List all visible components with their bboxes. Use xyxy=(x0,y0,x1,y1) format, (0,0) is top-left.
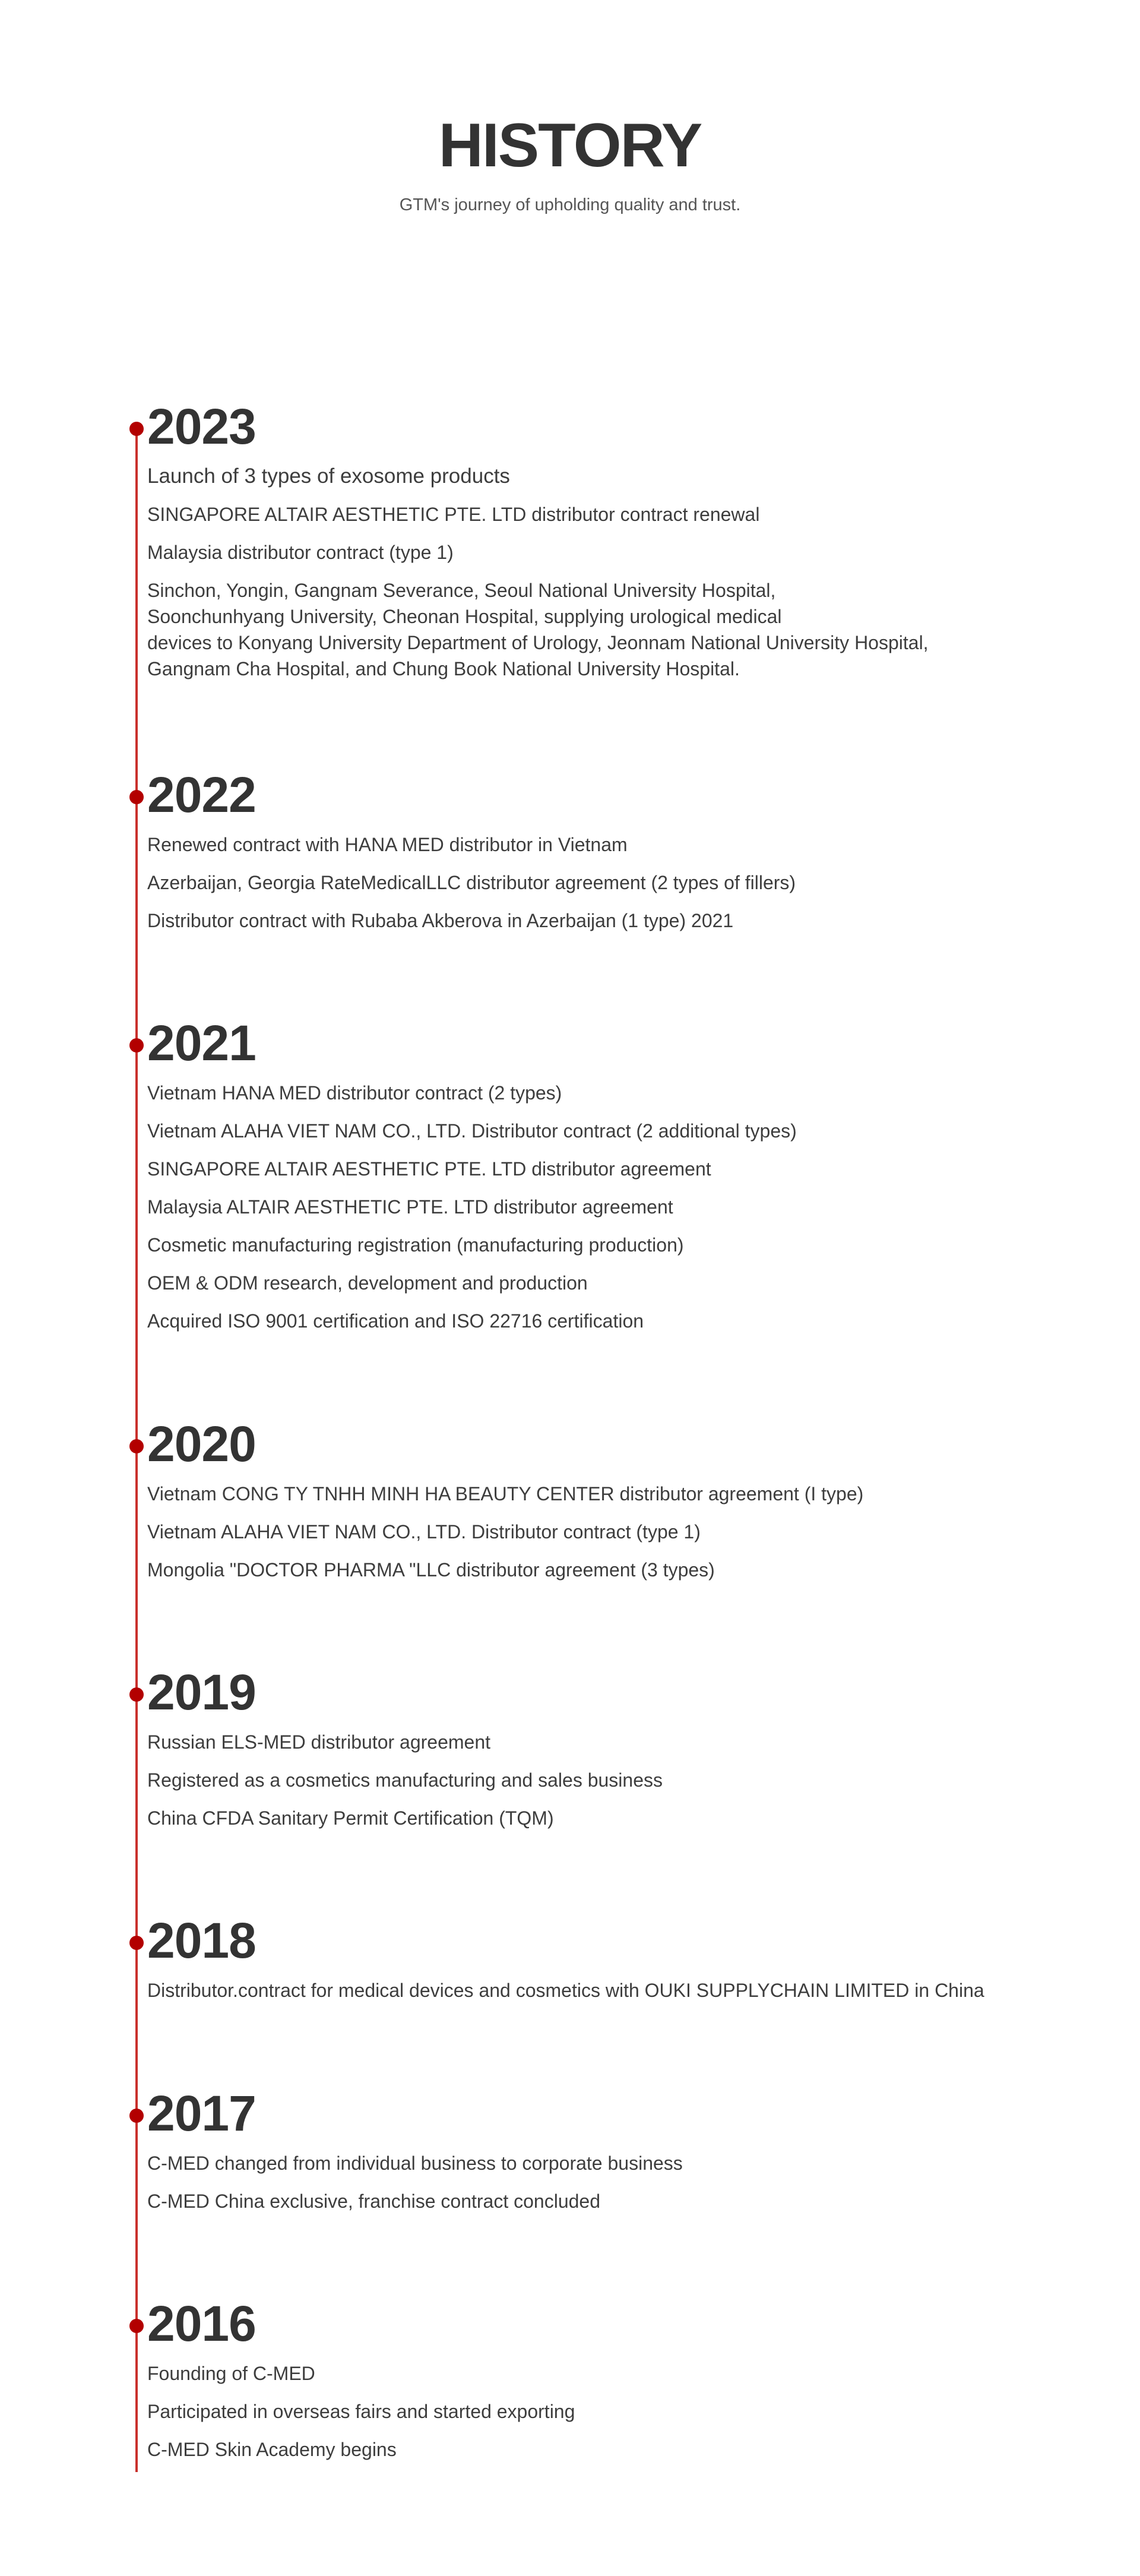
year-label: 2017 xyxy=(147,2085,256,2141)
entry-list xyxy=(147,2360,575,2463)
entry-list xyxy=(147,832,796,934)
timeline-dot xyxy=(129,790,144,804)
year-label: 2016 xyxy=(147,2296,256,2351)
timeline-year-2023 xyxy=(147,398,990,682)
timeline-dot xyxy=(129,1439,144,1453)
detail-line: devices to Konyang University Department of Urology, Jeonnam National University Hospital, xyxy=(147,632,929,653)
timeline-entry: Participated in overseas fairs and started exporting xyxy=(147,2401,575,2422)
page-header xyxy=(0,110,1140,216)
timeline-year-2020 xyxy=(147,1415,863,1583)
timeline-year-2019 xyxy=(147,1664,663,1831)
timeline-entry: C-MED Skin Academy begins xyxy=(147,2439,397,2460)
timeline-entry: Renewed contract with HANA MED distributor in Vietnam xyxy=(147,834,628,855)
timeline-entry: Mongolia "DOCTOR PHARMA "LLC distributor agreement (3 types) xyxy=(147,1559,715,1581)
timeline-dot xyxy=(129,1038,144,1052)
timeline-dot xyxy=(129,1936,144,1950)
entry-list xyxy=(147,1080,797,1334)
timeline-entry: Distributor contract with Rubaba Akberova in Azerbaijan (1 type) 2021 xyxy=(147,910,734,931)
timeline-entry: SINGAPORE ALTAIR AESTHETIC PTE. LTD distributor agreement xyxy=(147,1158,711,1180)
year-label: 2023 xyxy=(147,399,256,454)
detail-line: Gangnam Cha Hospital, and Chung Book National University Hospital. xyxy=(147,658,740,679)
timeline-dot xyxy=(129,422,144,436)
timeline-entry: Malaysia distributor contract (type 1) xyxy=(147,542,454,563)
timeline-entry: Registered as a cosmetics manufacturing and sales business xyxy=(147,1769,663,1791)
entry-list xyxy=(147,2150,683,2214)
entry-list xyxy=(147,463,990,682)
detail-line: Sinchon, Yongin, Gangnam Severance, Seoul National University Hospital, xyxy=(147,580,776,601)
timeline-year-2016 xyxy=(147,2295,575,2463)
year-label: 2020 xyxy=(147,1416,256,1472)
timeline-entry: Founding of C-MED xyxy=(147,2363,315,2384)
detail-line: Soonchunhyang University, Cheonan Hospital, supplying urological medical xyxy=(147,606,782,627)
timeline-entry: C-MED changed from individual business to corporate business xyxy=(147,2153,683,2174)
timeline-dot xyxy=(129,1687,144,1702)
timeline-year-2021 xyxy=(147,1014,797,1334)
timeline-entry: China CFDA Sanitary Permit Certification (TQM) xyxy=(147,1807,554,1829)
timeline-year-2017 xyxy=(147,2085,683,2214)
timeline-dot xyxy=(129,2109,144,2123)
timeline-entry: Vietnam CONG TY TNHH MINH HA BEAUTY CENTER distributor agreement (I type) xyxy=(147,1483,864,1504)
timeline-entry: OEM & ODM research, development and production xyxy=(147,1272,588,1294)
year-label: 2022 xyxy=(147,767,256,823)
timeline-entry: C-MED China exclusive, franchise contract concluded xyxy=(147,2191,600,2212)
timeline-entry: Cosmetic manufacturing registration (manufacturing production) xyxy=(147,1234,684,1256)
timeline-entry: Vietnam HANA MED distributor contract (2 types) xyxy=(147,1082,562,1104)
entry-list xyxy=(147,1729,663,1831)
year-label: 2021 xyxy=(147,1015,256,1071)
entry-list xyxy=(147,1481,863,1583)
timeline-entry: Vietnam ALAHA VIET NAM CO., LTD. Distributor contract (type 1) xyxy=(147,1521,701,1543)
timeline-entry: Malaysia ALTAIR AESTHETIC PTE. LTD distributor agreement xyxy=(147,1196,673,1218)
timeline-entry: SINGAPORE ALTAIR AESTHETIC PTE. LTD distributor contract renewal xyxy=(147,504,760,525)
timeline-entry: Azerbaijan, Georgia RateMedicalLLC distributor agreement (2 types of fillers) xyxy=(147,872,796,893)
timeline-dot xyxy=(129,2319,144,2333)
year-label: 2019 xyxy=(147,1664,256,1720)
timeline-entry-detail xyxy=(147,577,990,682)
timeline-entry: Russian ELS-MED distributor agreement xyxy=(147,1731,491,1753)
page-title: HISTORY xyxy=(438,111,702,180)
year-label: 2018 xyxy=(147,1913,256,1968)
timeline-entry: Acquired ISO 9001 certification and ISO 22716 certification xyxy=(147,1310,644,1332)
timeline-year-2018 xyxy=(147,1912,984,2003)
timeline-entry: Distributor.contract for medical devices and cosmetics with OUKI SUPPLYCHAIN LIMITED in China xyxy=(147,1980,984,2001)
timeline-entry: Vietnam ALAHA VIET NAM CO., LTD. Distributor contract (2 additional types) xyxy=(147,1120,797,1142)
timeline-year-2022 xyxy=(147,766,796,934)
page-subtitle: GTM's journey of upholding quality and trust. xyxy=(399,195,741,214)
timeline-entry: Launch of 3 types of exosome products xyxy=(147,464,510,488)
entry-list xyxy=(147,1977,984,2003)
